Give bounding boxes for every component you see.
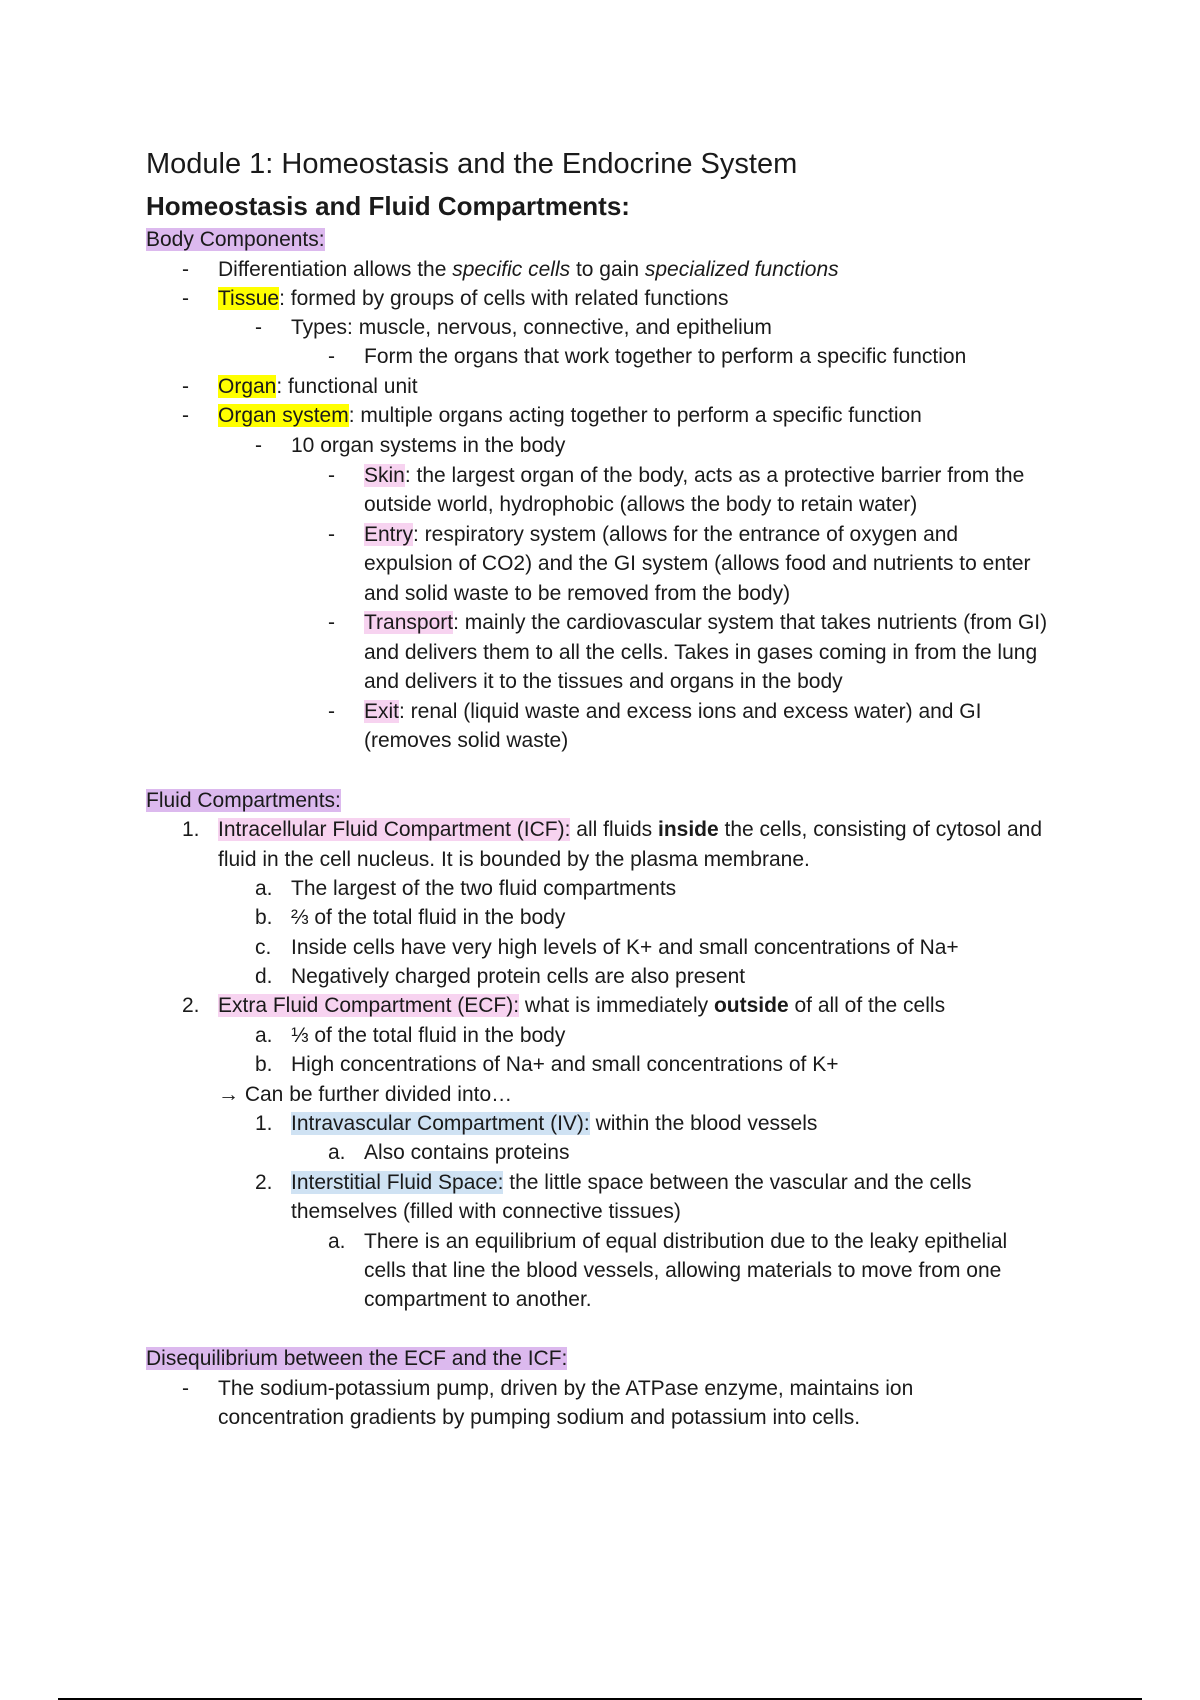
list-item-continuation: and delivers them to all the cells. Takes in gases coming in from the lung bbox=[364, 641, 1038, 664]
list-item: Negatively charged protein cells are also present bbox=[291, 965, 746, 988]
bullet: - bbox=[255, 316, 262, 339]
list-item: Organ: functional unit bbox=[218, 375, 418, 398]
term-tissue: Tissue bbox=[218, 287, 280, 310]
list-item: Also contains proteins bbox=[364, 1141, 570, 1164]
list-item-continuation: expulsion of CO2) and the GI system (allows food and nutrients to enter bbox=[364, 552, 1031, 575]
list-item-continuation: compartment to another. bbox=[364, 1288, 592, 1311]
bullet: - bbox=[182, 404, 189, 427]
section-title: Homeostasis and Fluid Compartments: bbox=[146, 191, 630, 221]
list-letter: a. bbox=[328, 1141, 346, 1164]
list-item-continuation: outside world, hydrophobic (allows the body to retain water) bbox=[364, 493, 918, 516]
list-item: High concentrations of Na+ and small concentrations of K+ bbox=[291, 1053, 839, 1076]
list-item: Entry: respiratory system (allows for the entrance of oxygen and bbox=[364, 523, 959, 546]
term-transport: Transport bbox=[364, 611, 454, 634]
list-item: ⅓ of the total fluid in the body bbox=[291, 1024, 566, 1047]
bullet: - bbox=[182, 258, 189, 281]
list-item: 10 organ systems in the body bbox=[291, 434, 566, 457]
term-organ: Organ bbox=[218, 375, 277, 398]
list-item: Tissue: formed by groups of cells with related functions bbox=[218, 287, 729, 310]
term-iv: Intravascular Compartment (IV): bbox=[291, 1112, 590, 1135]
list-item: ⅔ of the total fluid in the body bbox=[291, 906, 566, 929]
bullet: - bbox=[182, 375, 189, 398]
list-item: Intracellular Fluid Compartment (ICF): all fluids inside the cells, consisting of cytosol and bbox=[218, 818, 1043, 841]
body-components-heading: Body Components: bbox=[146, 228, 325, 251]
list-item-continuation: cells that line the blood vessels, allowing materials to move from one bbox=[364, 1259, 1002, 1282]
term-icf: Intracellular Fluid Compartment (ICF): bbox=[218, 818, 571, 841]
list-item: Skin: the largest organ of the body, acts as a protective barrier from the bbox=[364, 464, 1025, 487]
disequilibrium-heading: Disequilibrium between the ECF and the ICF: bbox=[146, 1347, 568, 1370]
term-entry: Entry bbox=[364, 523, 414, 546]
bullet: - bbox=[182, 1377, 189, 1400]
list-letter: a. bbox=[328, 1230, 346, 1253]
list-item: Organ system: multiple organs acting together to perform a specific function bbox=[218, 404, 922, 427]
list-letter: c. bbox=[255, 936, 272, 959]
list-item: Extra Fluid Compartment (ECF): what is immediately outside of all of the cells bbox=[218, 994, 946, 1017]
list-item-continuation: and solid waste to be removed from the body) bbox=[364, 582, 791, 605]
list-item: Intravascular Compartment (IV): within the blood vessels bbox=[291, 1112, 818, 1135]
list-item: Interstitial Fluid Space: the little space between the vascular and the cells bbox=[291, 1171, 972, 1194]
list-item-continuation: fluid in the cell nucleus. It is bounded by the plasma membrane. bbox=[218, 848, 810, 871]
term-ecf: Extra Fluid Compartment (ECF): bbox=[218, 994, 520, 1017]
list-item: The largest of the two fluid compartments bbox=[291, 877, 677, 900]
term-skin: Skin bbox=[364, 464, 405, 487]
bullet: - bbox=[328, 700, 335, 723]
term-isf: Interstitial Fluid Space: bbox=[291, 1171, 504, 1194]
bullet: - bbox=[328, 345, 335, 368]
bullet: - bbox=[328, 611, 335, 634]
list-item: Transport: mainly the cardiovascular system that takes nutrients (from GI) bbox=[364, 611, 1048, 634]
list-item-continuation: and delivers it to the tissues and organs in the body bbox=[364, 670, 843, 693]
fluid-compartments-heading: Fluid Compartments: bbox=[146, 789, 341, 812]
document-title: Module 1: Homeostasis and the Endocrine System bbox=[146, 148, 798, 180]
list-item: Inside cells have very high levels of K+ and small concentrations of Na+ bbox=[291, 936, 959, 959]
list-item: Types: muscle, nervous, connective, and epithelium bbox=[291, 316, 772, 339]
list-letter: d. bbox=[255, 965, 273, 988]
bullet: - bbox=[328, 464, 335, 487]
term-organ-system: Organ system bbox=[218, 404, 349, 427]
list-item-continuation: themselves (filled with connective tissues) bbox=[291, 1200, 681, 1223]
list-item: There is an equilibrium of equal distribution due to the leaky epithelial bbox=[364, 1230, 1008, 1253]
bullet: - bbox=[255, 434, 262, 457]
list-item-continuation: (removes solid waste) bbox=[364, 729, 569, 752]
list-item-continuation: concentration gradients by pumping sodium and potassium into cells. bbox=[218, 1406, 861, 1429]
list-item: The sodium-potassium pump, driven by the ATPase enzyme, maintains ion bbox=[218, 1377, 914, 1400]
list-item: Form the organs that work together to perform a specific function bbox=[364, 345, 967, 368]
list-item: Exit: renal (liquid waste and excess ions and excess water) and GI bbox=[364, 700, 982, 723]
list-letter: b. bbox=[255, 906, 273, 929]
list-number: 2. bbox=[255, 1171, 273, 1194]
list-item: Differentiation allows the specific cells to gain specialized functions bbox=[218, 258, 839, 281]
further-divided-note: → Can be further divided into… bbox=[218, 1083, 513, 1106]
list-number: 1. bbox=[255, 1112, 273, 1135]
list-number: 2. bbox=[182, 994, 200, 1017]
bullet: - bbox=[328, 523, 335, 546]
bullet: - bbox=[182, 287, 189, 310]
list-letter: b. bbox=[255, 1053, 273, 1076]
list-number: 1. bbox=[182, 818, 200, 841]
list-letter: a. bbox=[255, 1024, 273, 1047]
list-letter: a. bbox=[255, 877, 273, 900]
term-exit: Exit bbox=[364, 700, 400, 723]
